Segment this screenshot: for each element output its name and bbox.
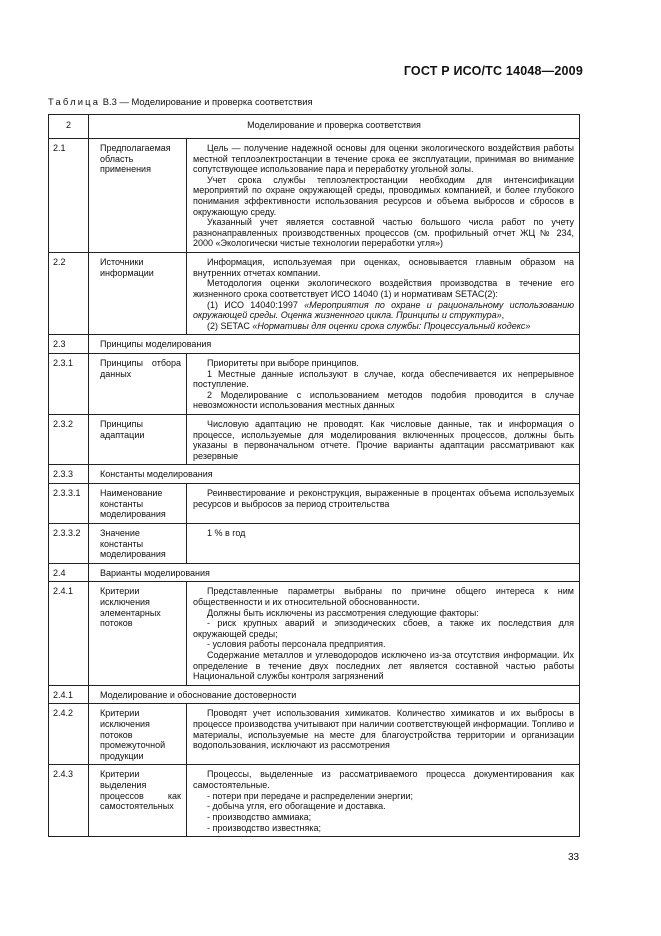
- row-content: [187, 415, 580, 465]
- reference-1-prefix: (1) ИСО 14040:1997: [207, 299, 305, 310]
- row-number: 2.2: [49, 253, 89, 335]
- section-title: Варианты моделирования: [89, 563, 580, 582]
- table-caption-number: В.3: [102, 96, 117, 107]
- row-name: Значение константы моделирования: [89, 523, 187, 563]
- paragraph: Цель — получение надежной основы для оценки экологического воздействия работы местной теплоэлектростанции в течение срока ее эксплуатации, принимая во внимание сопутствующее использование пара и переработку угольной золы.: [193, 143, 574, 175]
- table-section-row: [49, 335, 580, 354]
- row-name: Критерии исключения элементарных потоков: [89, 582, 187, 685]
- paragraph: Реинвестирование и реконструкция, выраженные в процентах объема используемых ресурсов и выбросов за период строительства: [193, 488, 574, 509]
- row-number: 2.3.3: [49, 465, 89, 484]
- paragraph: 1 % в год: [207, 527, 246, 538]
- list-item: - риск крупных аварий и эпизодических сбоев, а также их последствия для окружающей среды;: [193, 618, 574, 639]
- paragraph: Представленные параметры выбраны по причине общего интереса к ним общественности и их относительной обоснованности.: [193, 586, 574, 607]
- reference-1-title: «Мероприятия по охране и рациональному использованию окружающей среды. Оценка жизненного цикла. Принципы и структура»: [193, 299, 574, 321]
- paragraph: Методология оценки экологического воздействия производства в течение его жизненного срока соответствует ИСО 14040 (1) и нормативам SETAC(2):: [193, 278, 574, 299]
- table-row: [49, 523, 580, 563]
- paragraph: Учет срока службы теплоэлектростанции необходим для интенсификации мероприятий по охране окружающей среды, проводимых компанией, и более глубокого понимания эффективности использования ресурсов и объема выбросов и сбросов в окружающую среду.: [193, 174, 574, 217]
- table-section-row: [49, 563, 580, 582]
- row-content: [187, 523, 580, 563]
- paragraph: Числовую адаптацию не проводят. Как числовые данные, так и информация о процессе, используемые для моделирования включенных процессов, должны быть указаны в первоначальном отчете. Прочие варианты адаптации рассматривают как резервные: [193, 419, 574, 461]
- row-name: Критерии выделения процессов как самостоятельных: [89, 765, 187, 837]
- header-col-title: Моделирование и проверка соответствия: [89, 115, 580, 139]
- row-name: Предполагаемая область применения: [89, 139, 187, 253]
- paragraph: Процессы, выделенные из рассматриваемого процесса документирования как самостоятельные.: [193, 769, 574, 791]
- table-row: [49, 415, 580, 465]
- row-number: 2.4.3: [49, 765, 89, 837]
- row-name: Наименование константы моделирования: [89, 484, 187, 524]
- reference-2: [193, 321, 574, 332]
- row-number: 2.4.2: [49, 704, 89, 765]
- paragraph: Проводят учет использования химикатов. Количество химикатов и их выбросы в процессе производства учитывают при наличии соответствующей информации. Топливо и материалы, используемые на месте для благоустройства территории и организации водопользования, исключают из рассмотрения: [193, 708, 574, 751]
- row-content: [187, 765, 580, 837]
- paragraph: Указанный учет является составной частью большого числа работ по учету разнонаправленных производственных процессов (см. профильный отчет ЖЦ № 234, 2000 «Экологически чистые технологии переработки угля»): [193, 217, 574, 249]
- paragraph: 1 Местные данные используют в случае, когда обеспечивается их непрерывное поступление.: [193, 368, 574, 390]
- row-content: [187, 704, 580, 765]
- table-row: [49, 484, 580, 524]
- table-row: [49, 704, 580, 765]
- table-section-row: [49, 685, 580, 704]
- table-row: [49, 253, 580, 335]
- paragraph: Содержание металлов и углеводородов исключено из-за отсутствия информации. Их определение в течение двух последних лет является составной частью работы Национальной службы контроля загрязнений: [193, 649, 574, 682]
- table-caption: [48, 96, 313, 107]
- page-number: 33: [568, 852, 580, 863]
- row-number: 2.1: [49, 139, 89, 253]
- table-caption-dash: —: [119, 96, 129, 107]
- row-content: [187, 353, 580, 414]
- row-number: 2.4.1: [49, 582, 89, 685]
- row-number: 2.3.3.2: [49, 523, 89, 563]
- paragraph: Приоритеты при выборе принципов.: [207, 357, 359, 368]
- row-number: 2.3.2: [49, 415, 89, 465]
- list-item: - потери при передаче и распределении энергии;: [207, 790, 413, 801]
- table-caption-label: Таблица: [48, 96, 101, 107]
- reference-1-suffix: ,: [501, 310, 505, 321]
- section-title: Принципы моделирования: [89, 335, 580, 354]
- table-row: [49, 353, 580, 414]
- reference-1: [193, 300, 574, 321]
- row-name: Источники информации: [89, 253, 187, 335]
- reference-2-prefix: (2) SETAC: [207, 320, 253, 331]
- section-title: Моделирование и обоснование достоверности: [89, 685, 580, 704]
- table-row: [49, 582, 580, 685]
- paragraph: Информация, используемая при оценках, основывается главным образом на внутренних отчетах компании.: [193, 257, 574, 278]
- row-content: [187, 484, 580, 524]
- standard-header: ГОСТ Р ИСО/ТС 14048—2009: [403, 64, 583, 78]
- section-title: Константы моделирования: [89, 465, 580, 484]
- paragraph: 2 Моделирование с использованием методов подобия проводится в случае невозможности использования местных данных: [193, 389, 574, 411]
- modeling-table: [48, 114, 580, 837]
- row-content: [187, 139, 580, 253]
- row-content: [187, 582, 580, 685]
- table-row: [49, 765, 580, 837]
- row-number: 2.3.1: [49, 353, 89, 414]
- table-row: [49, 139, 580, 253]
- row-name: Принципы отбора данных: [89, 353, 187, 414]
- table-section-row: [49, 465, 580, 484]
- list-item: - добыча угля, его обогащение и доставка.: [207, 801, 386, 812]
- row-number: 2.4: [49, 563, 89, 582]
- paragraph: Должны быть исключены из рассмотрения следующие факторы:: [207, 607, 479, 618]
- row-content: [187, 253, 580, 335]
- list-item: - производство известняка;: [207, 822, 322, 833]
- reference-2-title: «Нормативы для оценки срока службы: Процессуальный кодекс»: [252, 320, 531, 331]
- table-caption-title: Моделирование и проверка соответствия: [131, 96, 313, 107]
- table-header-row: [49, 115, 580, 139]
- list-item: - производство аммиака;: [207, 811, 312, 822]
- header-col-number: 2: [49, 115, 89, 139]
- row-number: 2.3: [49, 335, 89, 354]
- row-number: 2.3.3.1: [49, 484, 89, 524]
- row-name: Принципы адаптации: [89, 415, 187, 465]
- list-item: - условия работы персонала предприятия.: [207, 639, 386, 650]
- row-name: Критерии исключения потоков промежуточной продукции: [89, 704, 187, 765]
- row-number: 2.4.1: [49, 685, 89, 704]
